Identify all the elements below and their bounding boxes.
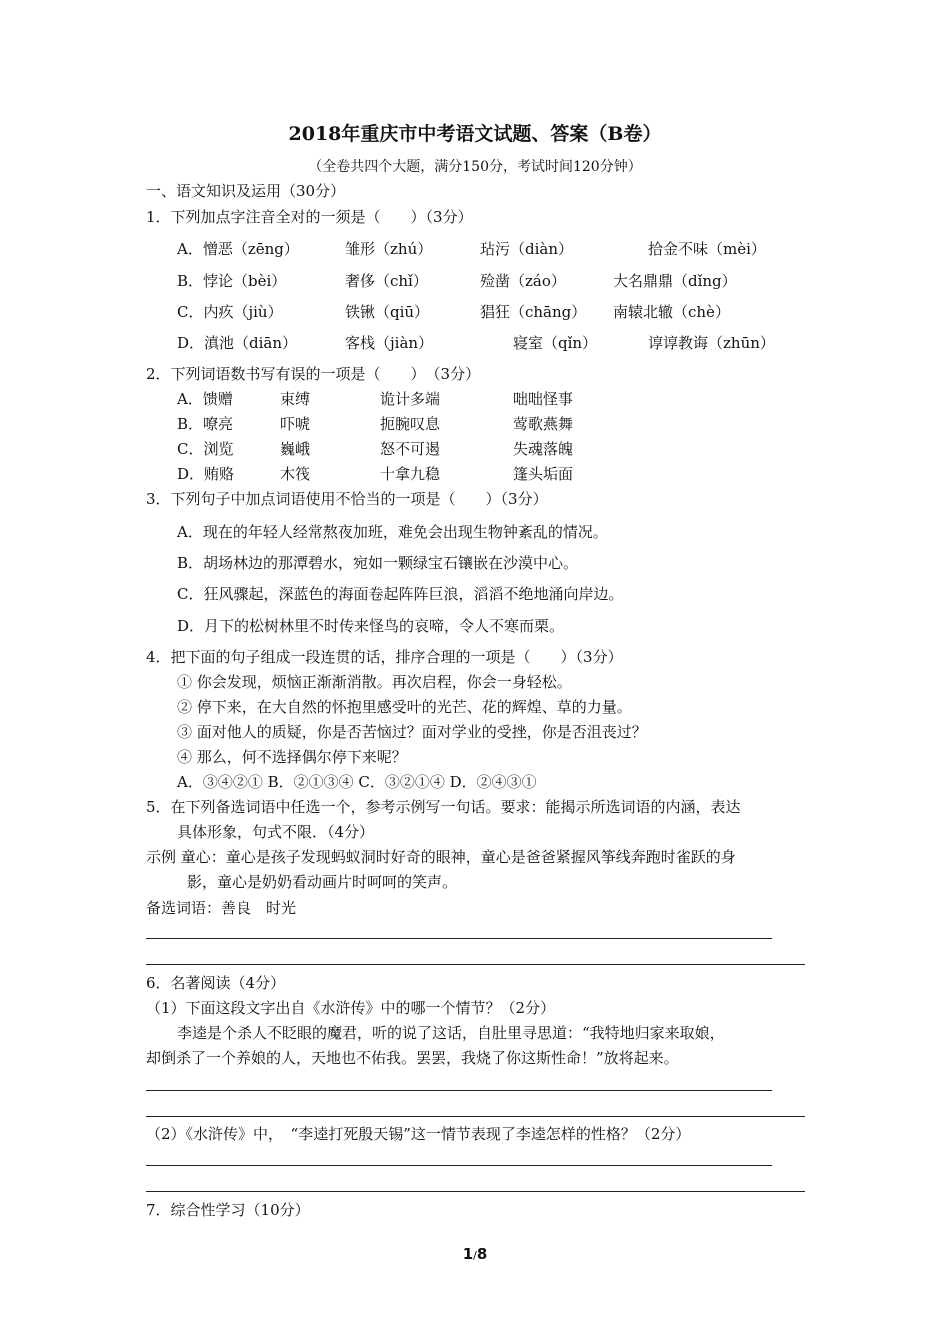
page-total: 8: [476, 1245, 488, 1263]
q2-option-b-3: 扼腕叹息: [380, 415, 441, 433]
page-number: [0, 1245, 950, 1263]
exam-subtitle: （全卷共四个大题，满分150分，考试时间120分钟）: [308, 159, 642, 175]
q2-option-c-2: 巍峨: [280, 440, 311, 458]
q1-option-b-4: 大名鼎鼎（dǐng）: [613, 272, 737, 290]
q1-option-d-2: 客栈（jiàn）: [345, 334, 434, 352]
q1-option-d-4: 谆谆教诲（zhūn）: [648, 334, 775, 352]
q4-choices: A．③④②① B．②①③④ C．③②①④ D．②④③①: [177, 773, 537, 791]
section-heading: 一、语文知识及运用（30分）: [146, 182, 346, 200]
question-7-stem: 7．综合性学习（10分）: [146, 1201, 310, 1219]
q6-part-2: （2）《水浒传》中， “李逵打死殷天锡”这一情节表现了李逵怎样的性格？（2分）: [146, 1125, 691, 1143]
q1-option-d-1: D．滇池（diān）: [177, 334, 298, 352]
page-separator: /: [473, 1249, 477, 1262]
question-6-stem: 6．名著阅读（4分）: [146, 974, 286, 992]
q2-option-a-4: 咄咄怪事: [513, 390, 574, 408]
q1-option-c-2: 铁锹（qiū）: [345, 303, 430, 321]
question-1-stem: 1．下列加点字注音全对的一须是（ ）（3分）: [146, 208, 473, 226]
answer-line: [146, 1191, 805, 1192]
q1-option-b-3: 殓凿（záo）: [480, 272, 566, 290]
answer-line: [146, 1116, 805, 1117]
q1-option-c-3: 猖狂（chāng）: [480, 303, 587, 321]
q6-passage-cont: 却倒杀了一个养娘的人，天地也不佑我。罢罢，我烧了你这斯性命！”放将起来。: [146, 1049, 679, 1067]
question-5-stem-cont: 具体形象，句式不限．（4分）: [177, 823, 375, 841]
q4-sentence-3: ③ 面对他人的质疑，你是否苦恼过？面对学业的受挫，你是否沮丧过？: [177, 723, 647, 741]
q2-option-d-2: 木筏: [280, 465, 311, 483]
q2-option-c-4: 失魂落魄: [513, 440, 574, 458]
question-2-stem: 2．下列词语数书写有误的一项是（ ） （3分）: [146, 365, 481, 383]
q5-candidate-words: 备选词语：善良 时光: [146, 899, 297, 917]
q3-option-b: B．胡场林边的那潭碧水，宛如一颗绿宝石镶嵌在沙漠中心。: [177, 554, 579, 572]
q2-option-d-4: 篷头垢面: [513, 465, 574, 483]
q4-sentence-2: ② 停下来，在大自然的怀抱里感受叶的光芒、花的辉煌、草的力量。: [177, 698, 632, 716]
q5-example-cont: 影，童心是奶奶看动画片时呵呵的笑声。: [187, 873, 458, 891]
q2-option-a-3: 诡计多端: [380, 390, 441, 408]
q6-passage: 李逵是个杀人不眨眼的魔君，听的说了这话，自肚里寻思道：“我特地归家来取娘，: [177, 1024, 725, 1042]
q6-part-1: （1）下面这段文字出自《水浒传》中的哪一个情节？（2分）: [146, 999, 556, 1017]
q1-option-d-3: 寝室（qǐn）: [513, 334, 598, 352]
q4-sentence-1: ① 你会发现，烦恼正渐渐消散。再次启程，你会一身轻松。: [177, 673, 572, 691]
q1-option-a-3: 玷污（diàn）: [480, 240, 574, 258]
q3-option-a: A．现在的年轻人经常熬夜加班，难免会出现生物钟紊乱的情况。: [177, 523, 608, 541]
q1-option-a-2: 雏形（zhú）: [345, 240, 433, 258]
q2-option-b-1: B．嘹亮: [177, 415, 234, 433]
q2-option-d-1: D．贿赂: [177, 465, 235, 483]
page-current: 1: [462, 1245, 474, 1263]
q3-option-c: C．狂风骤起，深蓝色的海面卷起阵阵巨浪，滔滔不绝地涌向岸边。: [177, 585, 624, 603]
answer-line: [146, 1090, 772, 1091]
q2-option-a-2: 束缚: [280, 390, 311, 408]
question-4-stem: 4．把下面的句子组成一段连贯的话，排序合理的一项是（ ）（3分）: [146, 648, 623, 666]
question-5-stem: 5．在下列备选词语中任选一个，参考示例写一句话。要求：能揭示所选词语的内涵，表达: [146, 798, 741, 816]
q5-example: 示例 童心：童心是孩子发现蚂蚁洞时好奇的眼神，童心是爸爸紧握风筝线奔跑时雀跃的身: [146, 848, 736, 866]
answer-line: [146, 964, 805, 965]
page-title: 2018年重庆市中考语文试题、答案（B卷）: [288, 123, 662, 145]
q1-option-b-2: 奢侈（chǐ）: [345, 272, 428, 290]
answer-line: [146, 938, 772, 939]
q2-option-b-2: 吓唬: [280, 415, 311, 433]
q1-option-c-1: C．内疚（jiù）: [177, 303, 283, 321]
q1-option-b-1: B．悖论（bèi）: [177, 272, 287, 290]
q1-option-c-4: 南辕北辙（chè）: [613, 303, 730, 321]
q1-option-a-4: 拾金不味（mèi）: [648, 240, 766, 258]
q2-option-d-3: 十拿九稳: [380, 465, 441, 483]
question-3-stem: 3．下列句子中加点词语使用不恰当的一项是（ ）（3分）: [146, 490, 548, 508]
q2-option-b-4: 莺歌燕舞: [513, 415, 574, 433]
q1-option-a-1: A．憎恶（zēng）: [177, 240, 299, 258]
q4-sentence-4: ④ 那么，何不选择偶尔停下来呢？: [177, 748, 407, 766]
q2-option-c-3: 怒不可遏: [380, 440, 441, 458]
answer-line: [146, 1165, 772, 1166]
q2-option-a-1: A．馈赠: [177, 390, 233, 408]
q3-option-d: D．月下的松树林里不时传来怪鸟的哀啼，令人不寒而栗。: [177, 617, 565, 635]
q2-option-c-1: C．浏览: [177, 440, 234, 458]
